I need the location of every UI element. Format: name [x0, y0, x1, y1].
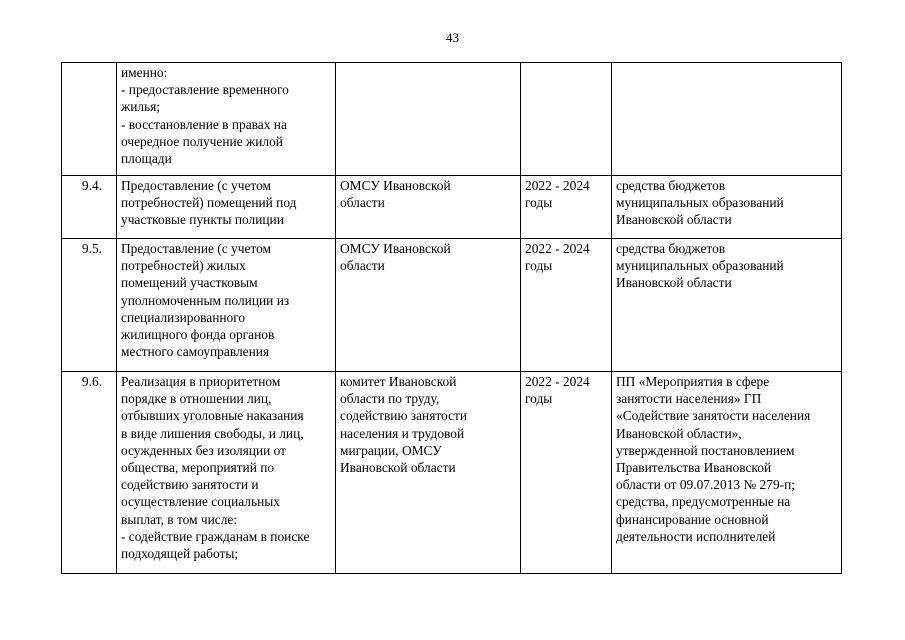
item-number-cell: [62, 63, 117, 176]
text-line: Ивановской области: [616, 275, 732, 291]
text-line: Предоставление (с учетом: [121, 178, 271, 193]
activity-cell: [117, 63, 336, 176]
period-cell: [521, 63, 612, 176]
text-line: потребностей) жилых: [121, 258, 246, 274]
text-line: в виде лишения свободы, и лиц,: [121, 425, 304, 441]
text-line: ОМСУ Ивановской: [340, 178, 451, 193]
text-line: 2022 - 2024: [525, 241, 590, 256]
funding-source-cell: [612, 63, 842, 176]
text-line: средства бюджетов: [616, 178, 726, 193]
text-line: занятости населения» ГП: [616, 391, 762, 407]
text-line: отбывших уголовные наказания: [121, 408, 304, 424]
text-line: площади: [121, 151, 172, 167]
text-line: осуществление социальных: [121, 494, 280, 510]
activity-cell: [117, 239, 336, 372]
text-line: муниципальных образований: [616, 258, 784, 274]
text-line: - содействие гражданам в поиске: [121, 528, 310, 544]
table-row: [62, 176, 842, 239]
text-line: годы: [525, 195, 553, 211]
activity-cell: [117, 372, 336, 574]
text-line: содействию занятости: [340, 408, 468, 424]
text-line: Ивановской области»,: [616, 425, 742, 441]
text-line: области: [340, 195, 385, 211]
table-row: [62, 63, 842, 176]
text-line: Правительства Ивановской: [616, 460, 772, 476]
period-cell: [521, 372, 612, 574]
executor-cell: [336, 239, 521, 372]
text-line: Предоставление (с учетом: [121, 241, 271, 256]
text-line: именно:: [121, 65, 168, 80]
text-line: специализированного: [121, 309, 246, 325]
text-line: Ивановской области: [616, 212, 732, 228]
item-number-cell: 9.5.: [62, 239, 117, 372]
period-cell: [521, 239, 612, 372]
text-line: миграции, ОМСУ: [340, 442, 442, 458]
item-number-cell: 9.6.: [62, 372, 117, 574]
text-line: финансирование основной: [616, 511, 769, 527]
period-cell: [521, 176, 612, 239]
text-line: содействию занятости и: [121, 477, 259, 493]
text-line: комитет Ивановской: [340, 374, 457, 389]
text-line: утвержденной постановлением: [616, 442, 795, 458]
activity-cell: [117, 176, 336, 239]
funding-source-cell: [612, 372, 842, 574]
text-line: жилья;: [121, 99, 161, 115]
text-line: средства бюджетов: [616, 241, 726, 256]
text-line: годы: [525, 391, 553, 407]
text-line: Реализация в приоритетном: [121, 374, 281, 389]
text-line: муниципальных образований: [616, 195, 784, 211]
text-line: области по труду,: [340, 391, 440, 407]
text-line: области: [340, 258, 385, 274]
table-row: [62, 372, 842, 574]
text-line: населения и трудовой: [340, 425, 465, 441]
text-line: годы: [525, 258, 553, 274]
executor-cell: [336, 63, 521, 176]
text-line: ОМСУ Ивановской: [340, 241, 451, 256]
text-line: выплат, в том числе:: [121, 511, 238, 527]
text-line: местного самоуправления: [121, 344, 270, 360]
text-line: ПП «Мероприятия в сфере: [616, 374, 770, 389]
text-line: общества, мероприятий по: [121, 460, 275, 476]
item-number-cell: 9.4.: [62, 176, 117, 239]
measures-table: [61, 62, 842, 574]
funding-source-cell: [612, 176, 842, 239]
text-line: области от 09.07.2013 № 279-п;: [616, 477, 795, 493]
text-line: - восстановление в правах на: [121, 116, 287, 132]
text-line: очередное получение жилой: [121, 133, 283, 149]
funding-source-cell: [612, 239, 842, 372]
text-line: порядке в отношении лиц,: [121, 391, 272, 407]
text-line: уполномоченным полиции из: [121, 292, 290, 308]
text-line: 2022 - 2024: [525, 178, 590, 193]
page-number: 43: [446, 30, 459, 45]
text-line: - предоставление временного: [121, 82, 289, 98]
text-line: осужденных без изоляции от: [121, 442, 287, 458]
text-line: «Содействие занятости населения: [616, 408, 811, 424]
text-line: помещений участковым: [121, 275, 258, 291]
text-line: подходящей работы;: [121, 546, 239, 562]
text-line: средства, предусмотренные на: [616, 494, 791, 510]
text-line: потребностей) помещений под: [121, 195, 297, 211]
table-row: [62, 239, 842, 372]
text-line: жилищного фонда органов: [121, 327, 275, 343]
text-line: 2022 - 2024: [525, 374, 590, 389]
text-line: участковые пункты полиции: [121, 212, 284, 228]
executor-cell: [336, 372, 521, 574]
text-line: Ивановской области: [340, 460, 456, 476]
executor-cell: [336, 176, 521, 239]
text-line: деятельности исполнителей: [616, 528, 776, 544]
